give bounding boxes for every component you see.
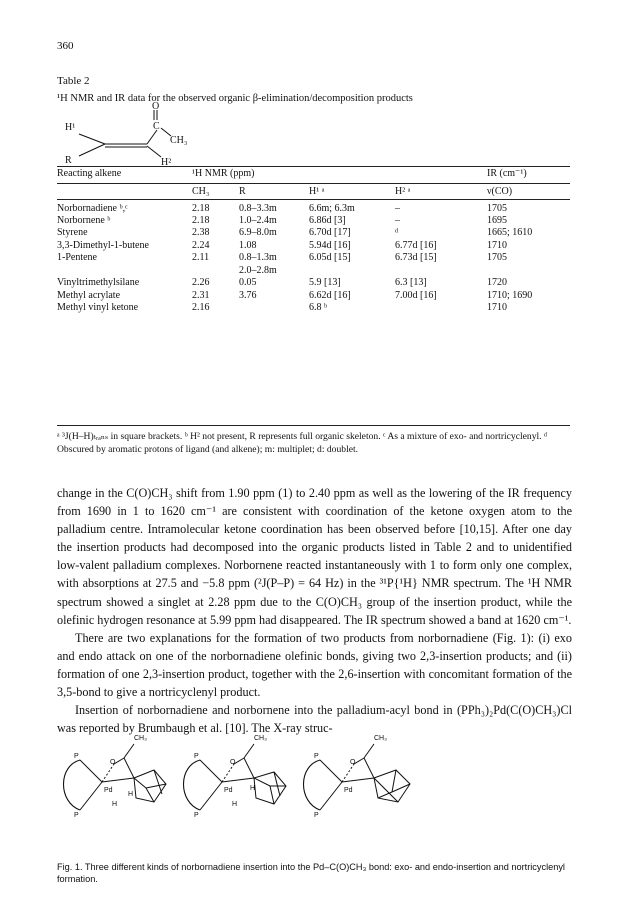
table-cell-r: 3.76 [239, 289, 257, 301]
table-cell-alkene: Methyl vinyl ketone [57, 302, 139, 313]
table-cell-h2 [395, 302, 487, 315]
table-label: Table 2 [57, 75, 90, 87]
table-cell-alkene: Styrene [57, 227, 88, 238]
endo-h1-label: H [250, 785, 256, 792]
table-cell-h1: 5.94d [16] [309, 239, 351, 251]
table-cell-ir: 1710; 1690 [487, 289, 533, 301]
structure-h1-label: H¹ [65, 122, 76, 133]
structure-h2-label: H² [161, 157, 172, 166]
endo-pd-label: Pd [224, 787, 233, 794]
insertion-structures [50, 718, 590, 838]
table-cell-alkene: Vinyltrimethylsilane [57, 277, 140, 288]
table-cell-ch3: 2.18 [192, 203, 210, 214]
table-row [57, 277, 570, 290]
table-cell-ir: 1720 [487, 277, 507, 288]
header-nu-co: ν(CO) [487, 186, 513, 197]
endo-p-top-label: P [194, 753, 199, 760]
header-ir-group: IR (cm⁻¹) [487, 168, 527, 179]
table-cell-r: 0.8–1.3m [239, 252, 277, 263]
table-cell-ch3: 2.16 [192, 302, 210, 313]
table-structure-drawing [57, 100, 237, 166]
endo-ch3-label: CH₃ [254, 735, 267, 742]
nortri-p-top-label: P [314, 753, 319, 760]
header-h2: H² ᵃ [395, 186, 411, 197]
exo-insertion-structure [64, 735, 167, 819]
endo-p-bottom-label: P [194, 812, 199, 819]
table-footnote: ᵃ ³J(H–H)ₜᵣₐₙₛ in square brackets. ᵇ H² not present, R represents full organic skeleton. ᶜ As a mixture of exo- and nortricyclenyl. ᵈ Obscured by aromatic protons of ligand (and alkene); m: multiplet; d: doublet. [57, 431, 547, 455]
table-row [57, 227, 570, 240]
figure-caption: Fig. 1. Three different kinds of norbornadiene insertion into the Pd–C(O)CH₃ bond: exo- and endo-insertion and nortricyclenyl formation. [57, 862, 565, 884]
exo-p-top-label: P [74, 753, 79, 760]
structure-ch3-label: CH₃ [170, 135, 188, 146]
figure-1 [50, 718, 590, 838]
exo-pd-label: Pd [104, 787, 113, 794]
table-cell-r: 1.08 [239, 239, 257, 251]
exo-p-bottom-label: P [74, 812, 79, 819]
table-cell-ir: 1695 [487, 214, 507, 226]
header-ch3: CH₃ [192, 186, 210, 197]
table-cell-ch3: 2.38 [192, 227, 210, 238]
table-cell-h1: 6.8 ᵇ [309, 302, 328, 313]
table-cell-h2: 6.73d [15] [395, 252, 437, 263]
table-row [57, 240, 570, 253]
table-cell-ir: 1705 [487, 252, 507, 263]
exo-h2-label: H [112, 801, 118, 808]
table-row [57, 200, 570, 215]
table-cell-r [239, 302, 309, 315]
table-cell-alkene: Methyl acrylate [57, 289, 121, 301]
nortri-p-bottom-label: P [314, 812, 319, 819]
nortricyclenyl-structure [304, 735, 411, 819]
nortri-pd-label: Pd [344, 787, 353, 794]
table-row [57, 252, 570, 265]
table-cell-r: 1.0–2.4m [239, 214, 277, 226]
table-cell-ir: 1710 [487, 302, 507, 313]
nortri-ch3-label: CH₃ [374, 735, 387, 742]
paragraph-1: change in the C(O)CH₃ shift from 1.90 ppm (1) to 2.40 ppm as well as the lowering of the IR frequency from 1690 in 1 to 1620 cm⁻¹ are consistent with coordination of the ketone oxygen atom to the palladium centre. Intramolecular ketone coordination has been observed before [10,15]. After one day the insertion products had decomposed into the organic products listed in Table 2 and to unidentified low-valent palladium complexes. Norbornene reacted instantaneously with 1 to form only one complex, with absorptions at 27.5 and −5.8 ppm (²J(P–P) = 64 Hz) in the ³¹P{¹H} NMR spectrum. The ¹H NMR spectrum showed a singlet at 2.28 ppm due to the C(O)CH₃ group of the insertion product, while the olefinic hydrogen resonance at 5.99 ppm had disappeared. The IR spectrum showed a band at 1620 cm⁻¹. [57, 486, 572, 627]
exo-h1-label: H [128, 791, 134, 798]
table-cell-h1: 6.05d [15] [309, 252, 351, 263]
vinyl-ketone-structure [57, 100, 237, 166]
table-cell-alkene: 1-Pentene [57, 252, 97, 263]
table-cell-r: 6.9–8.0m [239, 227, 277, 238]
paragraph-2: There are two explanations for the formation of two products from norbornadiene (Fig. 1): (i) exo and endo attack on one of the norbornadiene olefinic bonds, giving two 2,3-insertion products; and (ii) formation of one 2,3-insertion product, together with the 2,6-insertion with concomitant formation of the 3,5-bond to give a nortricyclenyl product. [57, 630, 572, 700]
table-cell-h1: 5.9 [13] [309, 277, 341, 288]
table-cell-h2: ᵈ [395, 227, 399, 238]
nmr-ir-table [57, 166, 570, 315]
table-bottom-rule [57, 425, 570, 426]
page-number: 360 [57, 40, 74, 52]
body-text [57, 484, 572, 737]
table-cell-h1: 6.62d [16] [309, 289, 351, 301]
table-cell-r: 0.8–3.3m [239, 203, 277, 214]
table-cell-h2: 6.3 [13] [395, 277, 427, 288]
endo-h2-label: H [232, 801, 238, 808]
table-cell-ch3: 2.18 [192, 214, 210, 226]
header-r: R [239, 186, 246, 197]
table-cell-r: 2.0–2.8m [239, 264, 277, 276]
nortri-o-label: O [350, 759, 356, 766]
header-nmr-group: ¹H NMR (ppm) [192, 168, 255, 179]
table-cell-h1: 6.6m; 6.3m [309, 203, 355, 214]
endo-insertion-structure [184, 735, 287, 819]
table-caption: ¹H NMR and IR data for the observed organic β-elimination/decomposition products [57, 93, 413, 104]
table-row [57, 290, 570, 303]
table-cell-alkene: Norbornene ᵇ [57, 214, 111, 226]
table-cell-ir: 1665; 1610 [487, 227, 533, 238]
exo-o-label: O [110, 759, 116, 766]
table-cell-ch3 [192, 265, 239, 278]
paragraph-3: Insertion of norbornadiene and norbornene into the palladium-acyl bond in (PPh₃)₂Pd(C(O)CH₃)Cl was reported by Brumbaugh et al. [10]. The X-ray struc- [57, 703, 572, 736]
table-row [57, 215, 570, 228]
table-cell-r: 0.05 [239, 277, 257, 288]
table-cell-h2: 7.00d [16] [395, 289, 437, 301]
table-cell-h2: – [395, 214, 400, 226]
table-cell-h1 [309, 265, 395, 278]
table-cell-alkene [57, 265, 192, 278]
table-row [57, 265, 570, 278]
table-cell-h1: 6.86d [3] [309, 214, 346, 226]
table-cell-ir: 1710 [487, 239, 507, 251]
table-cell-ch3: 2.11 [192, 252, 210, 263]
header-reacting-alkene: Reacting alkene [57, 168, 122, 179]
structure-carbon-label: C [153, 121, 160, 132]
table-row [57, 302, 570, 315]
table-cell-ch3: 2.26 [192, 277, 210, 288]
table-cell-h2: 6.77d [16] [395, 239, 437, 251]
table-cell-ir [487, 265, 570, 278]
exo-ch3-label: CH₃ [134, 735, 147, 742]
table-cell-alkene: Norbornadiene ᵇ,ᶜ [57, 203, 128, 214]
table-cell-ir: 1705 [487, 203, 507, 214]
table-header-row [57, 166, 570, 183]
structure-oxygen-label: O [152, 101, 160, 112]
table-cell-h2: – [395, 203, 400, 214]
table-cell-ch3: 2.31 [192, 289, 210, 301]
table-subheader-row [57, 183, 570, 200]
table-cell-ch3: 2.24 [192, 239, 210, 251]
header-h1: H¹ ᵃ [309, 186, 325, 197]
table-cell-h1: 6.70d [17] [309, 227, 351, 238]
table-cell-h2 [395, 265, 487, 278]
endo-o-label: O [230, 759, 236, 766]
table-cell-alkene: 3,3-Dimethyl-1-butene [57, 239, 149, 251]
structure-r-label: R [65, 155, 72, 166]
